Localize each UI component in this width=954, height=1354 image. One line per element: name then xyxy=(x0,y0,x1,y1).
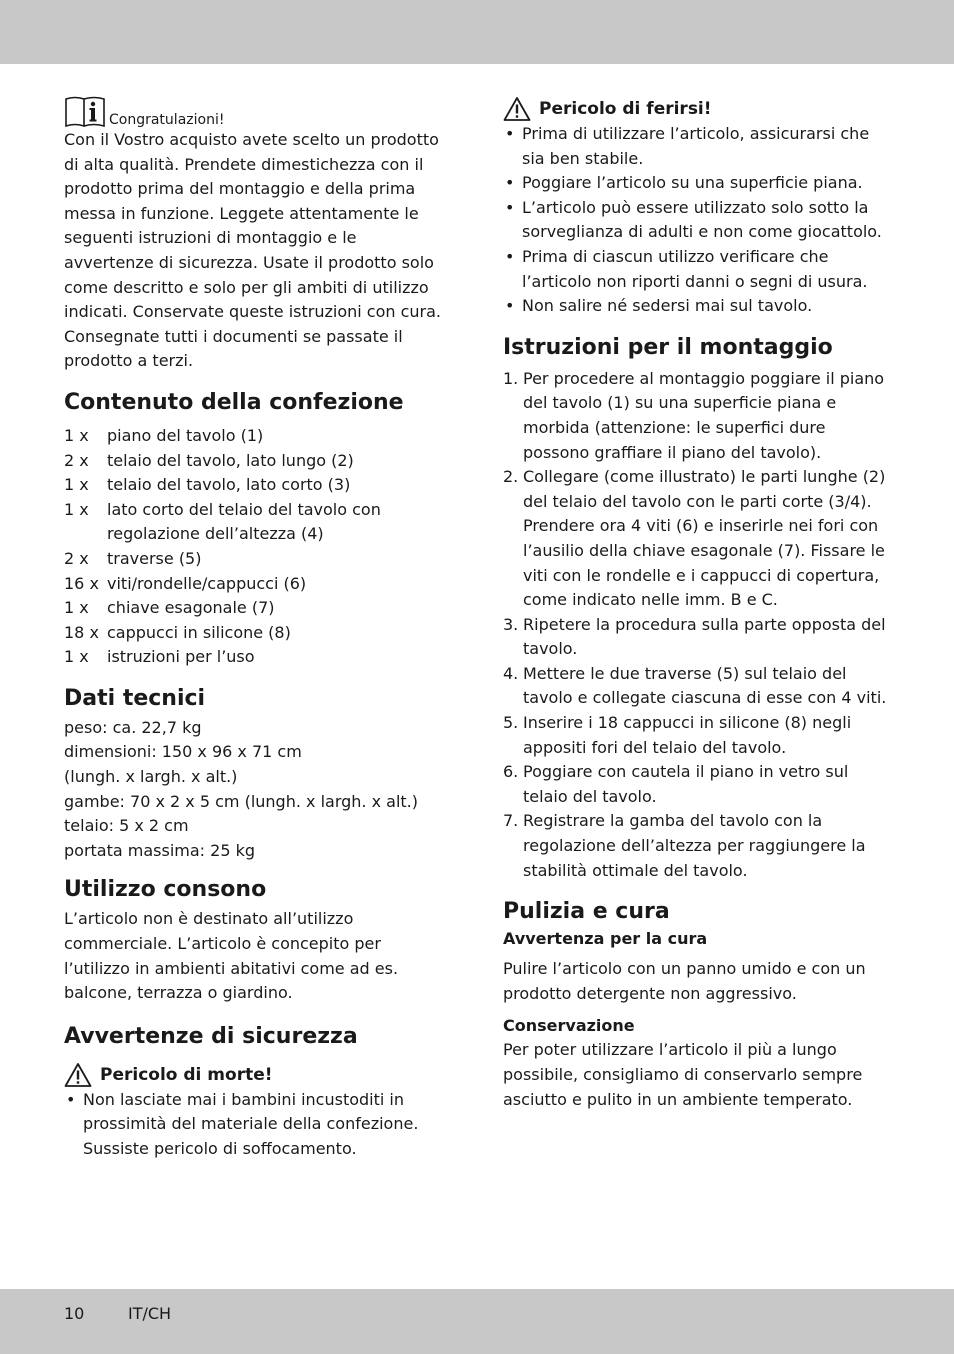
step-text: Poggiare con cautela il piano in vetro sul telaio del tavolo. xyxy=(523,762,849,806)
step-item xyxy=(503,613,893,662)
item-quantity: 1 x xyxy=(64,425,89,445)
language-code: IT/CH xyxy=(128,1304,172,1323)
injury-warning-title: Pericolo di ferirsi! xyxy=(539,99,712,119)
tech-line: portata massima: 25 kg xyxy=(64,840,256,860)
list-item xyxy=(64,621,450,646)
step-text: Collegare (come illustrato) le parti lunghe (2) del telaio del tavolo con le parti corte (3/4). Prendere ora 4 viti (6) e inserirle nei fori con l’ausilio della chiave esagonale (7). Fissare le viti con le rondelle e i cappucci di copertura, come indicato nelle imm. B e C. xyxy=(523,467,886,610)
care-section xyxy=(503,897,893,1112)
step-text: Mettere le due traverse (5) sul telaio del tavolo e collegate ciascuna di esse con 4 viti. xyxy=(523,663,887,708)
tech-line: dimensioni: 150 x 96 x 71 cm xyxy=(64,742,302,762)
assembly-steps xyxy=(503,367,893,883)
tech-line: (lungh. x largh. x alt.) xyxy=(64,767,238,787)
item-quantity: 1 x xyxy=(64,499,89,519)
step-number: 1. xyxy=(503,368,519,388)
step-item xyxy=(503,809,893,883)
item-description: chiave esagonale (7) xyxy=(107,598,275,618)
item-description: telaio del tavolo, lato corto (3) xyxy=(107,475,351,495)
item-description: viti/rondelle/cappucci (6) xyxy=(107,573,307,593)
death-warning-header xyxy=(64,1062,450,1088)
step-number: 5. xyxy=(503,713,519,733)
step-item xyxy=(503,662,893,711)
step-item xyxy=(503,760,893,809)
list-item xyxy=(64,547,450,572)
tech-section xyxy=(64,684,450,864)
storage-text: Per poter utilizzare l’articolo il più a lungo possibile, consigliamo di conservarlo sempre asciutto e pulito in un ambiente temperato. xyxy=(503,1040,863,1109)
item-description: cappucci in silicone (8) xyxy=(107,622,291,642)
header-band xyxy=(0,0,954,64)
intro-text: Con il Vostro acquisto avete scelto un prodotto di alta qualità. Prendete dimestichezza con il prodotto prima del montaggio e della prima messa in funzione. Leggete attentamente le seguenti istruzioni di montaggio e le avvertenze di sicurezza. Usate il prodotto solo come descritto e solo per gli ambiti di utilizzo indicati. Conservate queste istruzioni con cura. Consegnate tutti i documenti se passate il prodotto a terzi. xyxy=(64,130,441,371)
step-number: 2. xyxy=(503,467,519,487)
care-warning-title: Avvertenza per la cura xyxy=(503,929,708,949)
tech-line: telaio: 5 x 2 cm xyxy=(64,816,189,836)
bullet-item: • Prima di ciascun utilizzo verificare che l’articolo non riporti danni o segni di usura. xyxy=(503,245,893,294)
step-text: Inserire i 18 cappucci in silicone (8) negli appositi fori del telaio del tavolo. xyxy=(523,713,852,757)
step-text: Ripetere la procedura sulla parte opposta del tavolo. xyxy=(523,614,886,659)
assembly-section xyxy=(503,333,893,883)
safety-heading: Avvertenze di sicurezza xyxy=(64,1023,358,1049)
usage-section xyxy=(64,875,450,1005)
item-quantity: 1 x xyxy=(64,598,89,618)
tech-line: peso: ca. 22,7 kg xyxy=(64,717,202,737)
step-item xyxy=(503,711,893,760)
item-description: telaio del tavolo, lato lungo (2) xyxy=(107,450,354,470)
usage-heading: Utilizzo consono xyxy=(64,877,267,903)
warning-triangle-icon xyxy=(503,96,531,122)
left-column xyxy=(64,96,450,1162)
step-number: 3. xyxy=(503,614,519,634)
item-quantity: 1 x xyxy=(64,475,89,495)
death-warning-list xyxy=(64,1088,450,1162)
contents-heading: Contenuto della confezione xyxy=(64,389,404,415)
list-item xyxy=(64,473,450,498)
care-warning-text: Pulire l’articolo con un panno umido e con un prodotto detergente non aggressivo. xyxy=(503,959,866,1003)
safety-section xyxy=(64,1022,450,1162)
item-quantity: 2 x xyxy=(64,548,89,568)
contents-section xyxy=(64,388,450,670)
list-item xyxy=(64,596,450,621)
list-item xyxy=(64,498,450,547)
tech-line: gambe: 70 x 2 x 5 cm (lungh. x largh. x alt.) xyxy=(64,791,418,811)
contents-list xyxy=(64,424,450,670)
item-description: traverse (5) xyxy=(107,548,202,568)
page-number: 10 xyxy=(64,1304,85,1323)
item-description: piano del tavolo (1) xyxy=(107,425,264,445)
step-text: Registrare la gamba del tavolo con la regolazione dell’altezza per raggiungere la stabilità ottimale del tavolo. xyxy=(523,811,866,880)
step-number: 6. xyxy=(503,762,519,782)
item-quantity: 16 x xyxy=(64,573,99,593)
injury-warning-list xyxy=(503,122,893,319)
bullet-item: • Non lasciate mai i bambini incustoditi in prossimità del materiale della confezione. Sussiste pericolo di soffocamento. xyxy=(64,1088,450,1162)
tech-lines xyxy=(64,716,450,864)
intro-header xyxy=(64,96,450,128)
item-quantity: 2 x xyxy=(64,450,89,470)
intro-section xyxy=(64,96,450,374)
bullet-item: • Non salire né sedersi mai sul tavolo. xyxy=(503,294,893,319)
step-item xyxy=(503,367,893,465)
warning-triangle-icon xyxy=(64,1062,92,1088)
step-number: 7. xyxy=(503,811,519,831)
injury-warning-header xyxy=(503,96,893,122)
item-quantity: 1 x xyxy=(64,647,89,667)
injury-section xyxy=(503,96,893,319)
info-book-icon xyxy=(64,96,106,128)
list-item xyxy=(64,645,450,670)
assembly-heading: Istruzioni per il montaggio xyxy=(503,334,833,360)
item-description: lato corto del telaio del tavolo con regolazione dell’altezza (4) xyxy=(107,499,381,544)
item-quantity: 18 x xyxy=(64,622,99,642)
step-text: Per procedere al montaggio poggiare il piano del tavolo (1) su una superficie piana e morbida (attenzione: le superfici dure possono graffiare il piano del tavolo). xyxy=(523,368,885,462)
right-column xyxy=(503,96,893,1112)
bullet-item: • Prima di utilizzare l’articolo, assicurarsi che sia ben stabile. xyxy=(503,122,893,171)
usage-text: L’articolo non è destinato all’utilizzo commerciale. L’articolo è concepito per l’utilizzo in ambienti abitativi come ad es. balcone, terrazza o giardino. xyxy=(64,909,399,1003)
intro-title: Congratulazioni! xyxy=(109,112,225,128)
item-description: istruzioni per l’uso xyxy=(107,647,255,667)
bullet-item: • Poggiare l’articolo su una superficie piana. xyxy=(503,171,893,196)
care-heading: Pulizia e cura xyxy=(503,899,670,925)
list-item xyxy=(64,572,450,597)
step-number: 4. xyxy=(503,663,519,683)
list-item xyxy=(64,449,450,474)
storage-title: Conservazione xyxy=(503,1016,635,1036)
tech-heading: Dati tecnici xyxy=(64,685,206,711)
bullet-item: • L’articolo può essere utilizzato solo sotto la sorveglianza di adulti e non come giocattolo. xyxy=(503,196,893,245)
death-warning-title: Pericolo di morte! xyxy=(100,1064,273,1085)
step-item xyxy=(503,465,893,613)
list-item xyxy=(64,424,450,449)
